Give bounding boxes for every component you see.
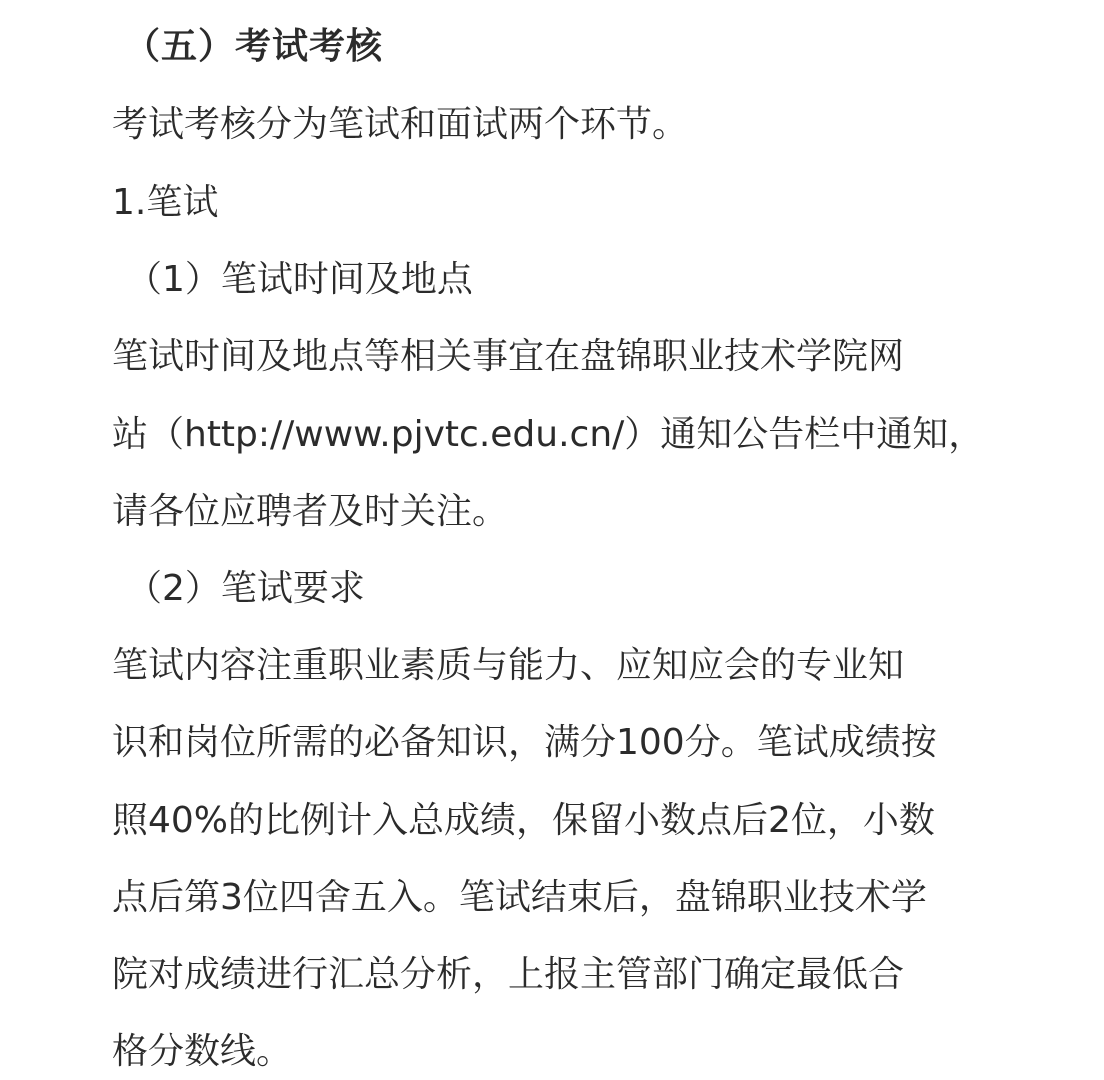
subsection-title-requirements: （2）笔试要求 bbox=[126, 568, 365, 609]
paragraph-line: 请各位应聘者及时关注。 bbox=[112, 491, 509, 532]
paragraph-line: 格分数线。 bbox=[112, 1031, 293, 1072]
item-title-written-exam: 1.笔试 bbox=[112, 182, 219, 223]
paragraph-line: 识和岗位所需的必备知识，满分100分。笔试成绩按 bbox=[112, 722, 937, 763]
subsection-title-time-place: （1）笔试时间及地点 bbox=[126, 259, 473, 300]
intro-paragraph: 考试考核分为笔试和面试两个环节。 bbox=[112, 104, 689, 145]
paragraph-line: 笔试内容注重职业素质与能力、应知应会的专业知 bbox=[112, 645, 905, 686]
paragraph-line: 点后第3位四舍五入。笔试结束后，盘锦职业技术学 bbox=[112, 877, 927, 918]
paragraph-line: 站（http://www.pjvtc.edu.cn/）通知公告栏中通知， bbox=[112, 414, 985, 455]
paragraph-line: 照40%的比例计入总成绩，保留小数点后2位，小数 bbox=[112, 800, 935, 841]
section-heading: （五）考试考核 bbox=[124, 26, 384, 67]
paragraph-line: 院对成绩进行汇总分析，上报主管部门确定最低合 bbox=[112, 954, 905, 995]
paragraph-line: 笔试时间及地点等相关事宜在盘锦职业技术学院网 bbox=[112, 336, 905, 377]
